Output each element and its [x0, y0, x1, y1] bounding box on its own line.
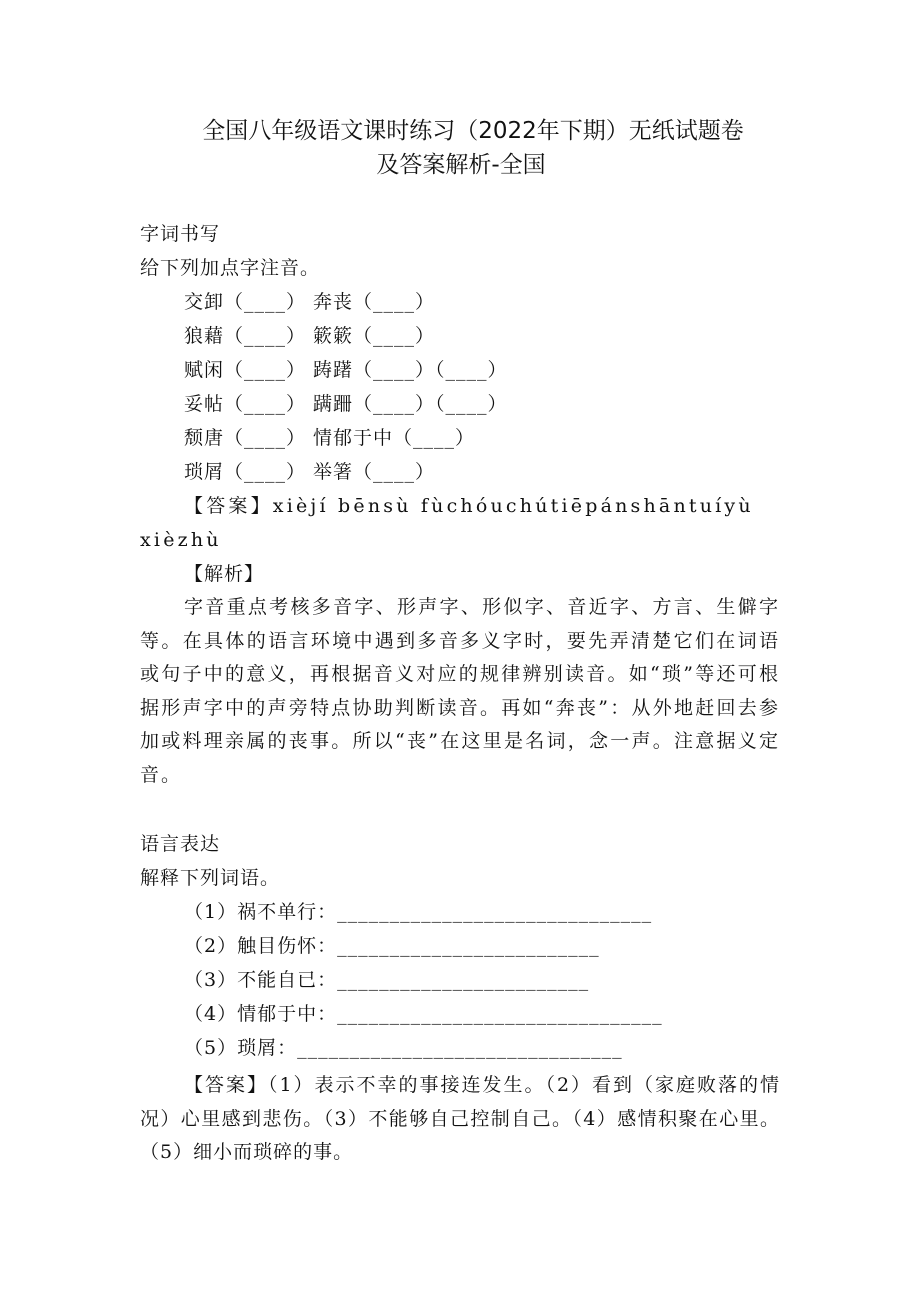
instruction-explain: 解释下列词语。 — [140, 867, 281, 889]
section-heading-expression: 语言表达 — [140, 833, 221, 855]
explain-item: （1）祸不单行：______________________________ — [184, 901, 653, 923]
analysis-label: 【解析】 — [184, 563, 265, 585]
document-title-line2: 及答案解析-全国 — [376, 152, 546, 178]
document-title-line1: 全国八年级语文课时练习（2022年下期）无纸试题卷 — [202, 118, 744, 144]
explain-item: （5）琐屑：_______________________________ — [184, 1037, 623, 1059]
instruction-pinyin: 给下列加点字注音。 — [140, 257, 321, 279]
pinyin-row: 交卸（____） 奔丧（____） — [184, 291, 436, 313]
pinyin-row: 颓唐（____） 情郁于中（____） — [184, 427, 476, 449]
explain-item: （3）不能自已：________________________ — [184, 969, 590, 991]
answer-pinyin-line2: xièzhù — [140, 529, 222, 551]
pinyin-row: 狼藉（____） 簌簌（____） — [184, 325, 436, 347]
explain-item: （4）情郁于中：_______________________________ — [184, 1003, 663, 1025]
pinyin-row: 琐屑（____） 举箸（____） — [184, 461, 436, 483]
answer-pinyin-line1: 【答案】xièjí bēnsù fùchóuchútiēpánshāntuíyù — [184, 495, 754, 517]
pinyin-row: 赋闲（____） 踌躇（____）（____） — [184, 359, 508, 381]
explain-item: （2）触目伤怀：_________________________ — [184, 935, 600, 957]
section-heading-words: 字词书写 — [140, 223, 221, 245]
analysis-paragraph: 字音重点考核多音字、形声字、形似字、音近字、方言、生僻字等。在具体的语言环境中遇到多音多义字时，要先弄清楚它们在词语或句子中的意义，再根据音义对应的规律辨别读音。如“琐”等还可根据形声字中的声旁特点协助判断读音。再如“奔丧”：从外地赶回去参加或料理亲属的丧事。所以“丧”在这里是名词，念一声。注意据义定音。 — [140, 596, 780, 786]
answer-explanation: 【答案】（1）表示不幸的事接连发生。（2）看到（家庭败落的情况）心里感到悲伤。（3）不能够自己控制自己。（4）感情积聚在心里。（5）细小而琐碎的事。 — [140, 1074, 780, 1163]
pinyin-row: 妥帖（____） 蹒跚（____）（____） — [184, 393, 508, 415]
